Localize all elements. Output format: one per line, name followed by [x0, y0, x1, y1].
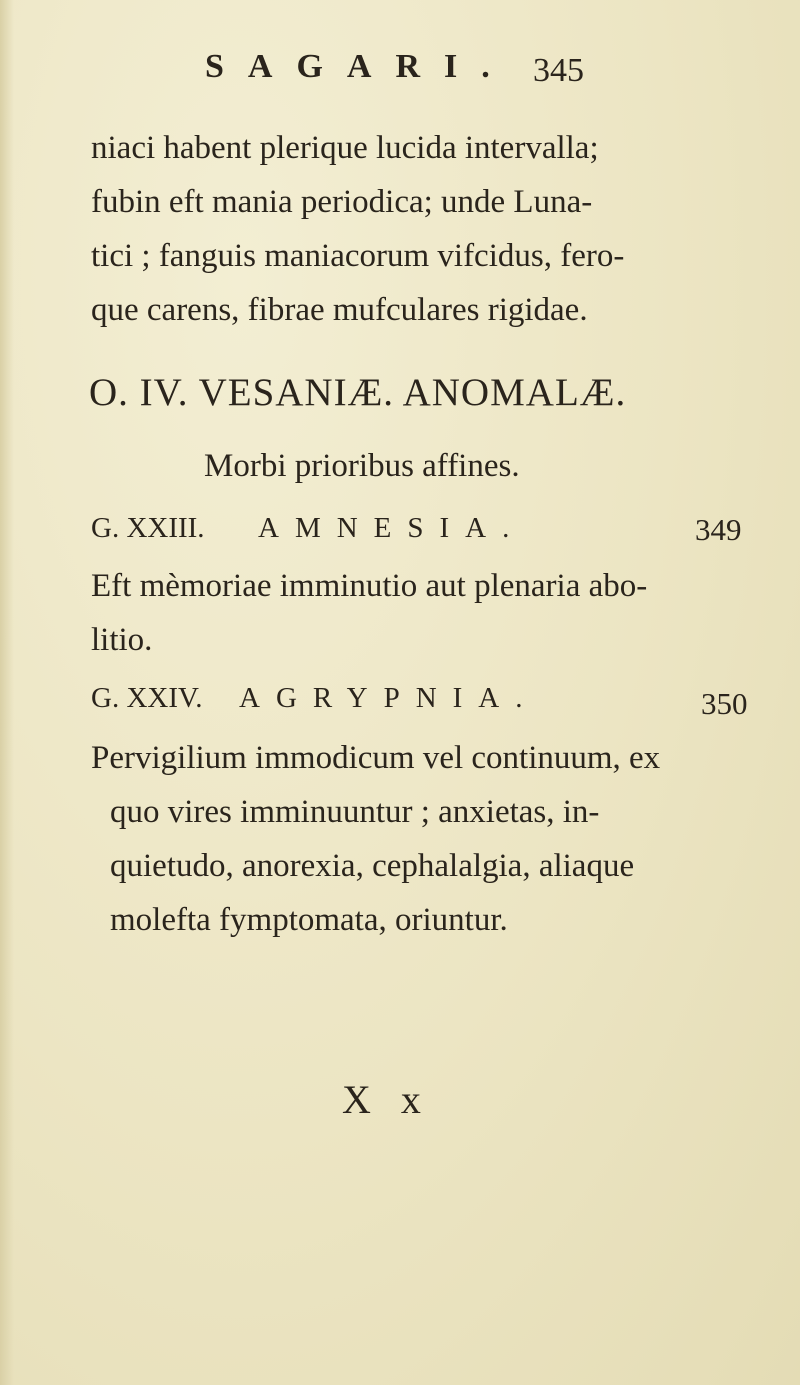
text-line: quo vires imminuuntur ; anxietas, in- [110, 794, 600, 830]
text-line: fubin eft mania periodica; unde Luna- [91, 184, 593, 220]
text-line: Eft mèmoriae imminutio aut plenaria abo- [91, 568, 648, 604]
text-line: molefta fymptomata, oriuntur. [110, 902, 508, 938]
text-line: litio. [91, 622, 153, 658]
genus-name: AGRYPNIA. [239, 682, 539, 714]
cross-reference-number: 350 [701, 686, 748, 721]
order-heading: O. IV. VESANIÆ. ANOMALÆ. [89, 371, 627, 414]
page-header [205, 48, 765, 98]
text-line: que carens, fibrae mufculares rigidae. [91, 292, 588, 328]
genus-label: G. XXIII. [91, 512, 205, 544]
signature-mark: X x [342, 1077, 431, 1122]
genus-label: G. XXIV. [91, 682, 203, 714]
cross-reference-number: 349 [695, 512, 742, 547]
text-line: Pervigilium immodicum vel continuum, ex [91, 740, 661, 776]
page-edge-shadow [0, 0, 14, 1385]
genus-name: AMNESIA. [258, 512, 526, 544]
running-head: SAGARI. [205, 48, 514, 85]
text-line: niaci habent plerique lucida intervalla; [91, 130, 599, 166]
text-line: tici ; fanguis maniacorum vifcidus, fero- [91, 238, 625, 274]
text-line: quietudo, anorexia, cephalalgia, aliaque [110, 848, 635, 884]
page-number: 345 [533, 52, 584, 89]
order-subheading: Morbi prioribus affines. [204, 448, 520, 484]
